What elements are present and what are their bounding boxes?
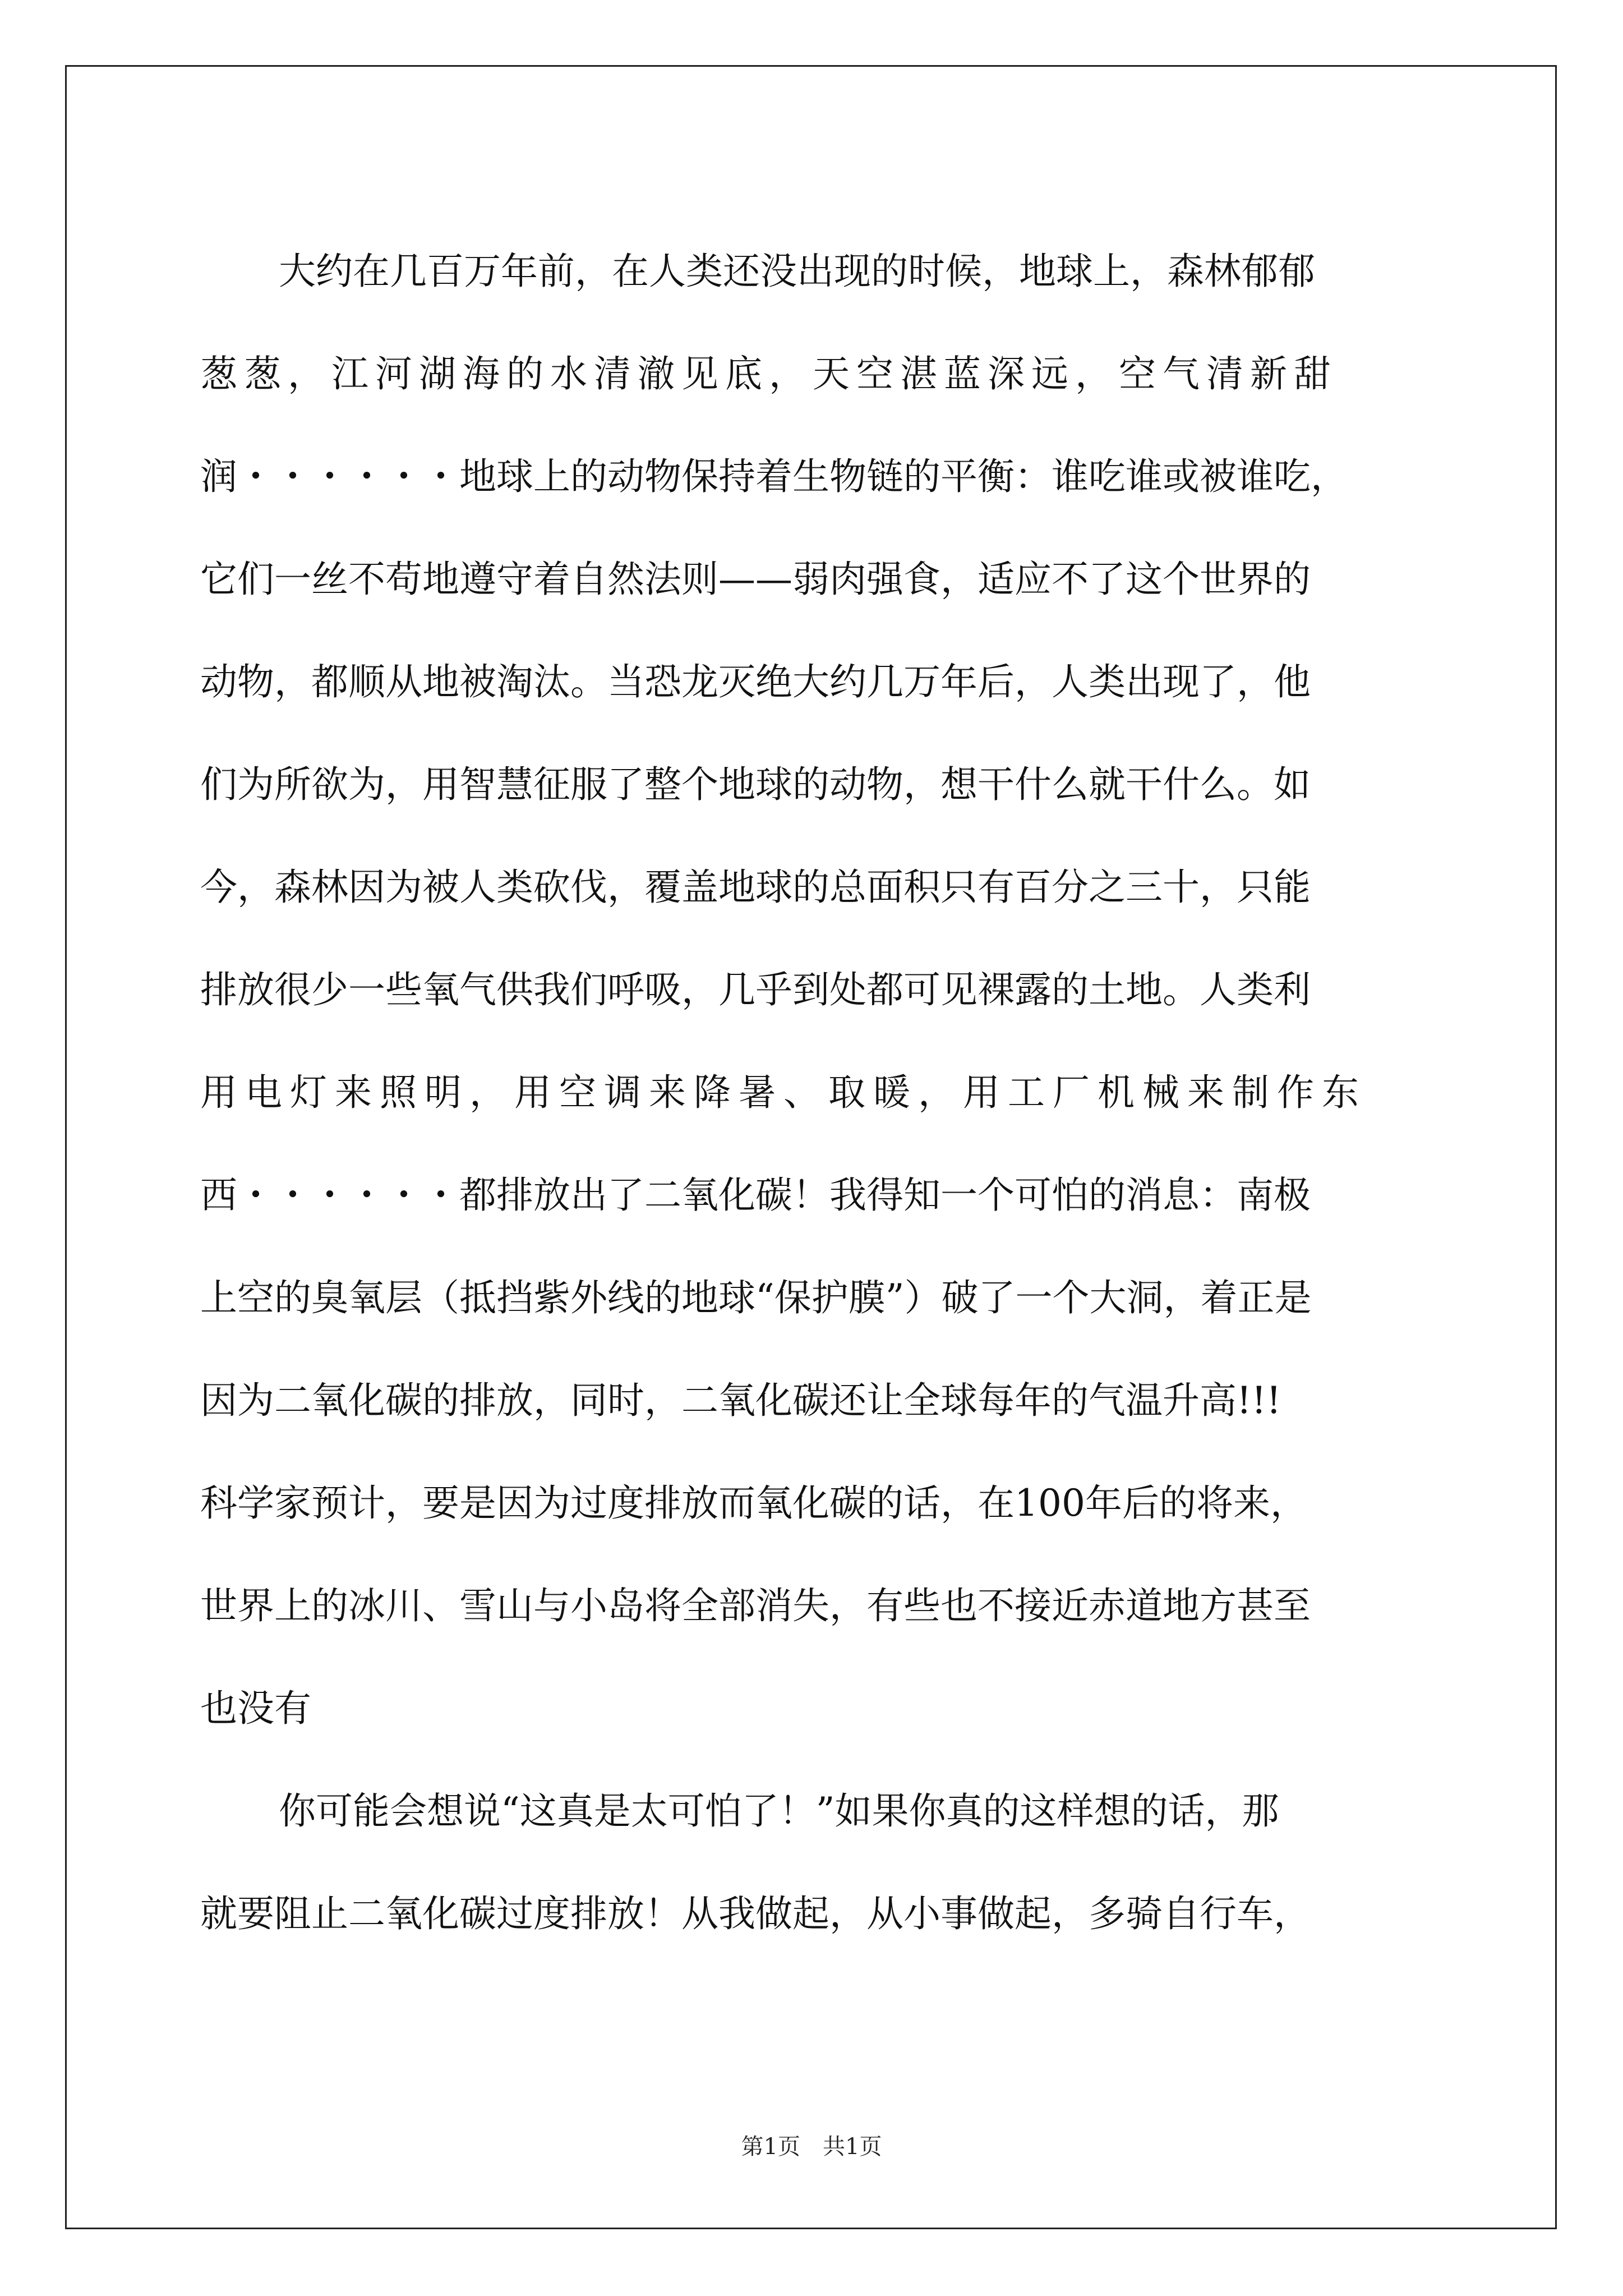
text-line: 润・・・・・・地球上的动物保持着生物链的平衡：谁吃谁或被谁吃，	[200, 455, 1348, 498]
paragraph-2	[200, 1760, 1423, 1965]
text-line: 排放很少一些氧气供我们呼吸，几乎到处都可见裸露的土地。人类利	[200, 968, 1311, 1011]
text-line: 科学家预计，要是因为过度排放而氧化碳的话，在100年后的将来，	[200, 1481, 1307, 1525]
paragraph-1	[200, 220, 1423, 1760]
text-line: 也没有	[200, 1687, 311, 1730]
text-line: 动物，都顺从地被淘汰。当恐龙灭绝大约几万年后，人类出现了，他	[200, 660, 1311, 703]
text-line: 它们一丝不苟地遵守着自然法则——弱肉强食，适应不了这个世界的	[200, 558, 1311, 601]
text-line: 你可能会想说“这真是太可怕了！”如果你真的这样想的话，那	[279, 1789, 1279, 1833]
document-body	[200, 220, 1423, 1965]
text-line: 葱葱，江河湖海的水清澈见底，天空湛蓝深远，空气清新甜	[200, 352, 1338, 395]
text-line: 们为所欲为，用智慧征服了整个地球的动物，想干什么就干什么。如	[200, 763, 1311, 806]
text-line: 大约在几百万年前，在人类还没出现的时候，地球上，森林郁郁	[279, 250, 1315, 293]
text-line: 今，森林因为被人类砍伐，覆盖地球的总面积只有百分之三十，只能	[200, 866, 1311, 909]
text-line: 西・・・・・・都排放出了二氧化碳！我得知一个可怕的消息：南极	[200, 1174, 1311, 1217]
text-line: 用电灯来照明，用空调来降暑、取暖，用工厂机械来制作东	[200, 1071, 1367, 1114]
text-line: 上空的臭氧层（抵挡紫外线的地球“保护膜”）破了一个大洞，着正是	[200, 1276, 1312, 1319]
text-line: 因为二氧化碳的排放，同时，二氧化碳还让全球每年的气温升高!!!	[200, 1379, 1281, 1422]
text-line: 世界上的冰川、雪山与小岛将全部消失，有些也不接近赤道地方甚至	[200, 1584, 1311, 1627]
page-footer: 第1页 共1页	[741, 2134, 882, 2160]
text-line: 就要阻止二氧化碳过度排放！从我做起，从小事做起，多骑自行车，	[200, 1892, 1311, 1935]
